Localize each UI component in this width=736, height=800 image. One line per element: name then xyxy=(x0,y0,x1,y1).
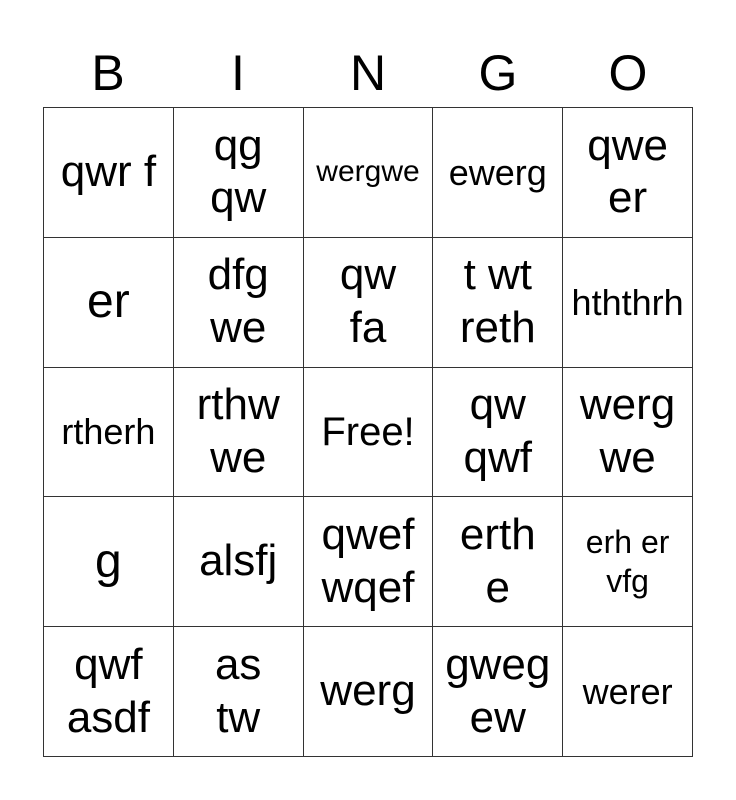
cell-text: qwf asdf xyxy=(66,639,150,742)
cell-text: qw qwf xyxy=(463,380,533,482)
cell-text: rthw we xyxy=(196,380,280,482)
bingo-cell[interactable] xyxy=(433,108,563,238)
cell-text: as tw xyxy=(214,639,262,742)
bingo-cell[interactable] xyxy=(563,238,693,368)
header-letter-i: I xyxy=(231,45,245,101)
cell-text: qg qw xyxy=(210,120,267,223)
bingo-cell[interactable] xyxy=(304,497,434,627)
free-space-text: Free! xyxy=(321,409,415,454)
bingo-cell[interactable] xyxy=(174,497,304,627)
bingo-cell[interactable] xyxy=(563,368,693,498)
bingo-cell[interactable] xyxy=(433,238,563,368)
cell-text: alsfj xyxy=(199,536,278,586)
cell-text: hththrh xyxy=(571,281,684,323)
bingo-cell[interactable] xyxy=(174,108,304,238)
bingo-cell[interactable] xyxy=(563,108,693,238)
cell-text: qwe er xyxy=(587,120,668,223)
bingo-cell[interactable] xyxy=(433,497,563,627)
cell-text: erh er vfg xyxy=(585,524,670,599)
bingo-cell[interactable] xyxy=(44,238,174,368)
cell-text: dfg we xyxy=(207,250,269,353)
cell-text: werg xyxy=(320,666,416,716)
cell-text: gweg ew xyxy=(445,639,551,742)
bingo-cell[interactable] xyxy=(304,238,434,368)
bingo-cell[interactable] xyxy=(304,627,434,757)
bingo-cell[interactable] xyxy=(44,368,174,498)
bingo-cell-free[interactable] xyxy=(304,368,434,498)
cell-text: er xyxy=(87,275,130,329)
header-letter-o: O xyxy=(608,45,648,101)
bingo-cell[interactable] xyxy=(174,238,304,368)
cell-text: werer xyxy=(582,671,673,712)
cell-text: wergwe xyxy=(316,155,420,189)
bingo-card-grid xyxy=(43,107,693,757)
bingo-cell[interactable] xyxy=(563,627,693,757)
bingo-cell[interactable] xyxy=(433,627,563,757)
cell-text: qw fa xyxy=(339,250,397,353)
cell-text: qwr f xyxy=(60,147,157,196)
cell-text: ewerg xyxy=(448,151,547,193)
header-letter-b: B xyxy=(91,45,125,101)
bingo-cell[interactable] xyxy=(433,368,563,498)
bingo-header xyxy=(43,40,693,106)
cell-text: rtherh xyxy=(61,411,156,453)
bingo-cell[interactable] xyxy=(44,108,174,238)
header-letter-g: G xyxy=(478,45,518,101)
cell-text: t wt reth xyxy=(459,250,536,353)
bingo-cell[interactable] xyxy=(304,108,434,238)
bingo-cell[interactable] xyxy=(44,497,174,627)
cell-text: g xyxy=(95,534,122,588)
bingo-cell[interactable] xyxy=(174,627,304,757)
bingo-cell[interactable] xyxy=(563,497,693,627)
cell-text: werg we xyxy=(579,380,676,482)
bingo-cell[interactable] xyxy=(44,627,174,757)
cell-text: qwef wqef xyxy=(321,509,415,612)
cell-text: erth e xyxy=(459,509,536,612)
bingo-cell[interactable] xyxy=(174,368,304,498)
header-letter-n: N xyxy=(349,45,387,101)
